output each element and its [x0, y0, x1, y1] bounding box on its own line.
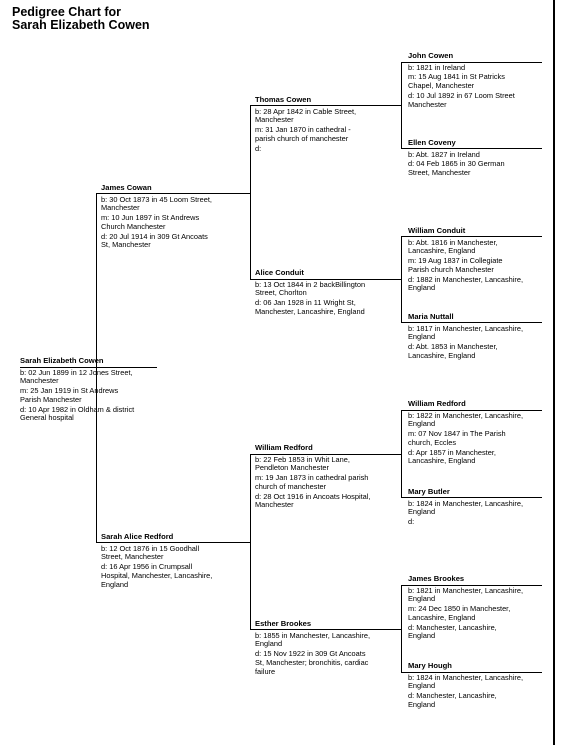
- person-name: Sarah Elizabeth Cowen: [20, 356, 104, 365]
- person-birth: b: 1817 in Manchester, Lancashire, England: [408, 323, 524, 342]
- person-maria-nuttall: [408, 313, 546, 362]
- person-birth: b: 28 Apr 1842 in Cable Street, Manchester: [255, 106, 357, 125]
- connector-line: [401, 585, 542, 586]
- person-name: James Cowan: [101, 183, 152, 192]
- person-birth: b: 1821 in Manchester, Lancashire, England: [408, 585, 524, 604]
- person-william-conduit: [408, 227, 546, 294]
- chart-title-line2: Sarah Elizabeth Cowen: [12, 18, 150, 32]
- person-birth: b: Abt. 1816 in Manchester, Lancashire, England: [408, 237, 498, 256]
- person-death: d: 15 Nov 1922 in 309 Gt Ancoats St, Manchester; bronchitis, cardiac failure: [255, 649, 369, 676]
- person-marriage: m: 10 Jun 1897 in St Andrews Church Manchester: [101, 213, 200, 231]
- connector-line: [96, 193, 250, 194]
- connector-line: [401, 236, 542, 237]
- connector-line: [96, 193, 97, 543]
- connector-line: [250, 279, 401, 280]
- person-death: d: 16 Apr 1956 in Crumpsall Hospital, Manchester, Lancashire, England: [101, 562, 213, 589]
- person-death: d: 28 Oct 1916 in Ancoats Hospital, Manchester: [255, 491, 371, 510]
- person-name: James Brookes: [408, 574, 465, 583]
- person-name: William Redford: [255, 443, 313, 452]
- person-birth: b: Abt. 1827 in Ireland: [408, 149, 480, 159]
- person-death: d: 10 Apr 1982 in Oldham & district General hospital: [20, 404, 135, 423]
- person-marriage: m: 25 Jan 1919 in St Andrews Parish Manchester: [20, 386, 119, 404]
- person-name: William Redford: [408, 399, 466, 408]
- person-name: Esther Brookes: [255, 619, 312, 628]
- person-ellen-coveny: [408, 139, 546, 179]
- person-birth: b: 1824 in Manchester, Lancashire, England: [408, 672, 524, 691]
- person-death: d: 06 Jan 1928 in 11 Wright St, Manchester, Lancashire, England: [255, 298, 365, 316]
- connector-line: [401, 497, 542, 498]
- person-death: d:: [408, 517, 415, 527]
- person-name: Alice Conduit: [255, 268, 304, 277]
- chart-title: [12, 6, 150, 32]
- person-name: Ellen Coveny: [408, 138, 456, 147]
- person-name: Sarah Alice Redford: [101, 532, 174, 541]
- connector-line: [96, 542, 250, 543]
- connector-line: [401, 62, 542, 63]
- connector-line: [250, 629, 401, 630]
- connector-line: [401, 410, 402, 498]
- person-marriage: m: 15 Aug 1841 in St Patricks Chapel, Manchester: [408, 72, 505, 91]
- person-marriage: m: 24 Dec 1850 in Manchester, Lancashire, England: [408, 604, 511, 622]
- person-marriage: m: 07 Nov 1847 in The Parish church, Eccles: [408, 429, 506, 447]
- person-birth: b: 30 Oct 1873 in 45 Loom Street, Manchester: [101, 194, 212, 213]
- person-death: d: Manchester, Lancashire, England: [408, 622, 497, 641]
- person-birth: b: 1822 in Manchester, Lancashire, England: [408, 410, 524, 429]
- person-john-cowen: [408, 52, 546, 110]
- connector-line: [401, 148, 542, 149]
- person-marriage: m: 19 Aug 1837 in Collegiate Parish church Manchester: [408, 256, 503, 274]
- person-death: d: Abt. 1853 in Manchester, Lancashire, England: [408, 342, 498, 360]
- person-birth: b: 1821 in Ireland: [408, 62, 466, 72]
- person-birth: b: 12 Oct 1876 in 15 Goodhall Street, Manchester: [101, 543, 200, 562]
- person-birth: b: 13 Oct 1844 in 2 backBillington Street, Chorlton: [255, 279, 366, 298]
- person-name: Mary Butler: [408, 487, 450, 496]
- connector-line: [401, 410, 542, 411]
- person-birth: b: 02 Jun 1899 in 12 Jones Street, Manchester: [20, 367, 133, 386]
- person-name: William Conduit: [408, 226, 466, 235]
- connector-line: [401, 236, 402, 323]
- person-birth: b: 22 Feb 1853 in Whit Lane, Pendleton Manchester: [255, 454, 350, 473]
- person-marriage: m: 31 Jan 1870 in cathedral - parish church of manchester: [255, 125, 351, 143]
- connector-line: [20, 367, 157, 368]
- person-mary-butler: [408, 488, 546, 528]
- person-death: d: 04 Feb 1865 in 30 German Street, Manchester: [408, 159, 505, 178]
- person-death: d:: [255, 143, 262, 153]
- person-marriage: m: 19 Jan 1873 in cathedral parish church of manchester: [255, 473, 369, 491]
- person-birth: b: 1855 in Manchester, Lancashire, England: [255, 630, 371, 649]
- person-name: Thomas Cowen: [255, 95, 312, 104]
- connector-line: [250, 105, 401, 106]
- person-name: Mary Hough: [408, 661, 452, 670]
- connector-line: [250, 454, 251, 630]
- person-name: Maria Nuttall: [408, 312, 454, 321]
- connector-line: [401, 62, 402, 149]
- connector-line: [401, 585, 402, 673]
- connector-line: [401, 322, 542, 323]
- connector-line: [250, 105, 251, 280]
- person-death: d: 20 Jul 1914 in 309 Gt Ancoats St, Manchester: [101, 231, 208, 250]
- person-death: d: Manchester, Lancashire, England: [408, 691, 497, 709]
- person-death: d: 1882 in Manchester, Lancashire, England: [408, 274, 524, 293]
- person-mary-hough: [408, 662, 546, 711]
- person-name: John Cowen: [408, 51, 454, 60]
- person-birth: b: 1824 in Manchester, Lancashire, England: [408, 498, 524, 517]
- connector-line: [401, 672, 542, 673]
- person-death: d: 10 Jul 1892 in 67 Loom Street Manchester: [408, 90, 515, 109]
- chart-title-line1: Pedigree Chart for: [12, 5, 122, 19]
- person-death: d: Apr 1857 in Manchester, Lancashire, England: [408, 447, 496, 466]
- person-james-cowan: [101, 184, 251, 251]
- person-alice-conduit: [255, 269, 403, 318]
- connector-line: [250, 454, 401, 455]
